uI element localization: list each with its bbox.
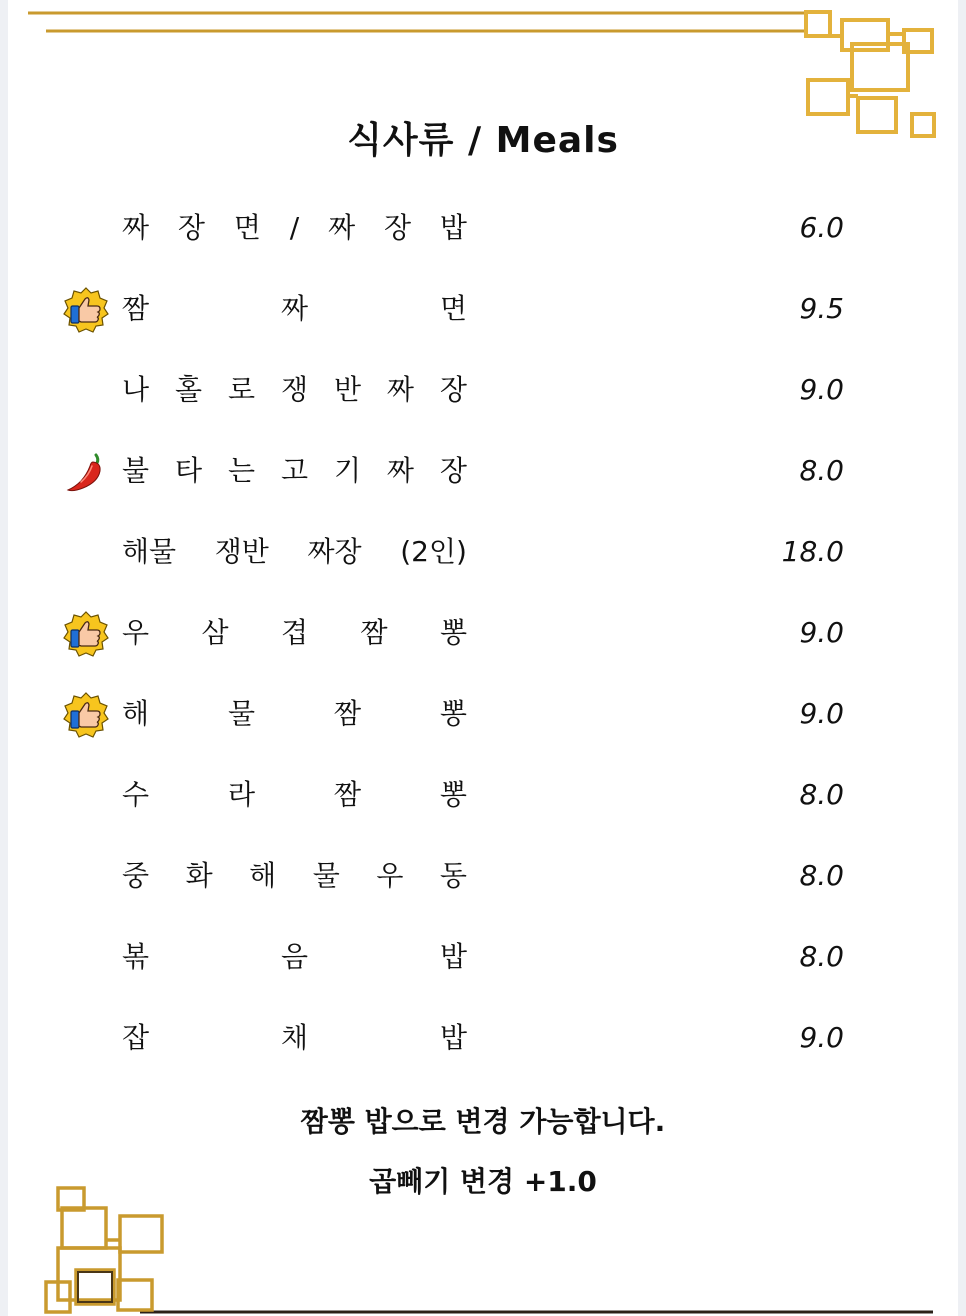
menu-item-name-part: 채	[280, 1021, 309, 1054]
menu-item-name	[122, 455, 467, 487]
menu-item-name-part: 장	[439, 454, 467, 487]
menu-item-row	[0, 684, 966, 744]
menu-item-name-part: 짜	[122, 211, 150, 244]
menu-item-price: 8.0	[799, 859, 844, 892]
menu-item-name-part: 뽕	[439, 778, 467, 811]
menu-item-name-part: 해물	[122, 535, 177, 568]
menu-item-name-part: 밥	[439, 211, 467, 244]
menu-item-row	[0, 846, 966, 906]
menu-item-name	[122, 212, 467, 244]
menu-item-row	[0, 441, 966, 501]
menu-item-name	[122, 860, 467, 892]
menu-item-name-part: 불	[122, 454, 150, 487]
menu-item-price: 8.0	[799, 940, 844, 973]
menu-item-name-part: 라	[227, 778, 256, 811]
menu-item-name-part: 짬	[333, 778, 361, 811]
rice-substitution-note: 짬뽕 밥으로 변경 가능합니다.	[300, 1105, 666, 1138]
menu-item-name	[122, 617, 467, 649]
menu-item-price: 9.0	[799, 373, 844, 406]
menu-item-name	[122, 536, 467, 568]
menu-item-row	[0, 927, 966, 987]
menu-item-name-part: 밥	[439, 1021, 467, 1054]
thumbs-up-icon	[63, 692, 109, 738]
thumbs-up-icon	[63, 611, 109, 657]
menu-item-name-part: 음	[280, 940, 309, 973]
menu-item-price: 6.0	[799, 211, 844, 244]
menu-item-price: 9.0	[799, 697, 844, 730]
menu-item-name	[122, 941, 467, 973]
menu-item-name-part: 동	[439, 859, 467, 892]
menu-item-name-part: 면	[233, 211, 261, 244]
menu-item-name-part: 우	[376, 859, 404, 892]
menu-item-name-part: 쟁	[280, 373, 309, 406]
thumbs-up-icon	[63, 287, 109, 333]
menu-item-name-part: 장	[177, 211, 205, 244]
menu-item-row	[0, 765, 966, 825]
menu-item-name	[122, 374, 467, 406]
menu-item-name	[122, 1022, 467, 1054]
menu-item-name-part: 로	[227, 373, 256, 406]
menu-item-row	[0, 603, 966, 663]
menu-item-row	[0, 198, 966, 258]
menu-item-row	[0, 1008, 966, 1068]
menu-item-name-part: /	[289, 211, 300, 244]
menu-item-name-part: 짬	[360, 616, 388, 649]
menu-item-row	[0, 360, 966, 420]
menu-item-name-part: 장	[439, 373, 467, 406]
menu-item-name-part: 타	[174, 454, 203, 487]
menu-item-price: 9.0	[799, 616, 844, 649]
menu-item-name-part: (2인)	[400, 535, 467, 568]
menu-item-name-part: 홀	[174, 373, 203, 406]
menu-item-name-part: 짜	[386, 454, 414, 487]
menu-item-name-part: 고	[280, 454, 309, 487]
menu-item-row	[0, 279, 966, 339]
chili-pepper-icon	[63, 449, 109, 495]
menu-item-name-part: 물	[227, 697, 256, 730]
menu-item-name-part: 반	[333, 373, 361, 406]
menu-item-name	[122, 698, 467, 730]
large-portion-note: 곱빼기 변경 +1.0	[369, 1165, 597, 1198]
menu-item-name-part: 짜	[386, 373, 414, 406]
menu-title: 식사류 / Meals	[347, 120, 619, 161]
menu-item-name-part: 면	[439, 292, 467, 325]
menu-item-name-part: 나	[122, 373, 150, 406]
menu-item-name-part: 쟁반	[214, 535, 269, 568]
menu-item-name-part: 겹	[280, 616, 309, 649]
menu-item-name	[122, 293, 467, 325]
menu-item-name-part: 짜	[328, 211, 356, 244]
menu-item-name	[122, 779, 467, 811]
menu-item-name-part: 짜	[280, 292, 309, 325]
menu-item-name-part: 우	[122, 616, 150, 649]
menu-item-name-part: 물	[312, 859, 340, 892]
menu-item-name-part: 기	[333, 454, 361, 487]
menu-item-price: 8.0	[799, 454, 844, 487]
menu-item-name-part: 삼	[201, 616, 229, 649]
menu-item-name-part: 잡	[122, 1021, 150, 1054]
menu-item-name-part: 중	[122, 859, 150, 892]
menu-item-price: 9.5	[799, 292, 844, 325]
menu-item-name-part: 짬	[333, 697, 361, 730]
menu-item-name-part: 장	[383, 211, 412, 244]
menu-item-name-part: 밥	[439, 940, 467, 973]
menu-item-name-part: 화	[185, 859, 213, 892]
menu-item-name-part: 볶	[122, 940, 150, 973]
menu-item-name-part: 해	[122, 697, 150, 730]
menu-item-row	[0, 522, 966, 582]
menu-item-name-part: 수	[122, 778, 150, 811]
menu-item-name-part: 해	[249, 859, 277, 892]
menu-item-name-part: 짬	[122, 292, 150, 325]
menu-item-price: 18.0	[781, 535, 844, 568]
menu-item-name-part: 뽕	[439, 616, 467, 649]
menu-item-name-part: 짜장	[307, 535, 362, 568]
menu-item-name-part: 는	[227, 454, 256, 487]
menu-item-price: 8.0	[799, 778, 844, 811]
menu-item-price: 9.0	[799, 1021, 844, 1054]
menu-item-name-part: 뽕	[439, 697, 467, 730]
